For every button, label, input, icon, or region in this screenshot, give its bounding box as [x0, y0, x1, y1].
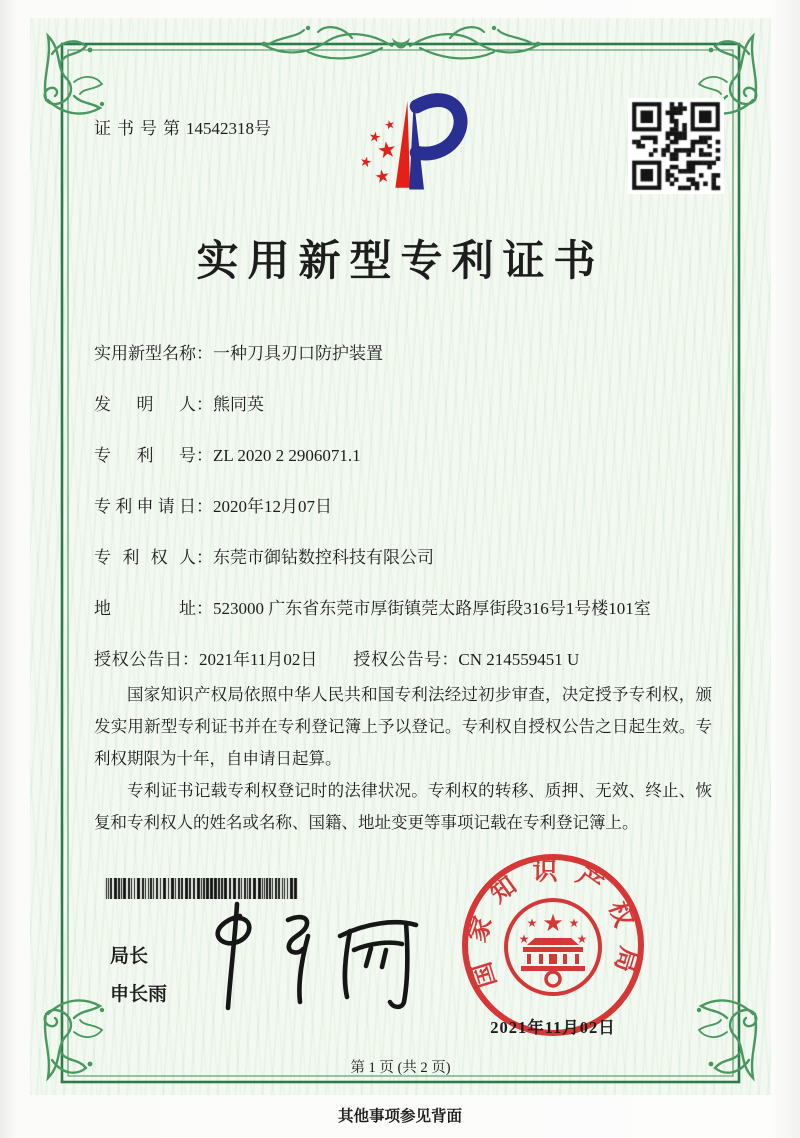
- national-emblem: [506, 900, 600, 994]
- grant-number-value: CN 214559451 U: [458, 650, 580, 669]
- seal-date: 2021年11月02日: [490, 1018, 616, 1037]
- svg-text:★: ★: [367, 128, 383, 147]
- certificate-number-prefix: 证书号第: [94, 119, 186, 138]
- svg-text:★: ★: [358, 153, 374, 172]
- certificate-number: [94, 114, 271, 139]
- certificate-paper: [30, 18, 771, 1095]
- field-address: 地址 ： 523000 广东省东莞市厚街镇莞太路厚街段316号1号楼101室: [94, 596, 710, 622]
- field-label: 专利申请日: [94, 497, 196, 516]
- svg-text:★: ★: [518, 932, 530, 946]
- signer-title: 局长: [110, 946, 149, 967]
- grant-date-label: 授权公告日: [94, 650, 182, 669]
- handwritten-signature: [188, 896, 428, 1016]
- legal-text: [94, 679, 712, 839]
- field-list: [94, 341, 710, 647]
- svg-text:★: ★: [576, 932, 588, 946]
- svg-text:★: ★: [382, 116, 397, 133]
- field-inventor: 发明人 ： 熊同英: [94, 392, 710, 418]
- field-value: ZL 2020 2 2906071.1: [213, 446, 361, 465]
- field-label: 实用新型名称: [94, 344, 196, 363]
- field-value: 一种刀具刃口防护装置: [213, 344, 383, 363]
- legal-paragraph-1: 国家知识产权局依照中华人民共和国专利法经过初步审查，决定授予专利权，颁发实用新型专利证书并在专利登记簿上予以登记。专利权自授权公告之日起生效。专利权期限为十年，自申请日起算。: [94, 685, 712, 768]
- qr-code: [628, 98, 724, 194]
- official-round-seal: [458, 850, 648, 1040]
- grant-date-value: 2021年11月02日: [199, 650, 318, 669]
- seal-ring-text: 国家知识产权局: [463, 858, 643, 991]
- field-value: 熊同英: [213, 395, 264, 414]
- signer-block: [110, 938, 167, 1014]
- field-label: 专利号: [94, 446, 196, 465]
- svg-text:★: ★: [542, 909, 564, 937]
- svg-text:★: ★: [375, 136, 399, 165]
- field-patent-number: 专利号 ： ZL 2020 2 2906071.1: [94, 443, 710, 469]
- back-note: 其他事项参见背面: [337, 1108, 462, 1125]
- field-value: 523000 广东省东莞市厚街镇莞太路厚街段316号1号楼101室: [213, 599, 651, 618]
- certificate-title: 实用新型专利证书: [196, 239, 605, 285]
- cnipa-logo-icon: [342, 88, 482, 208]
- svg-text:★: ★: [373, 166, 392, 189]
- field-value: 东莞市御钻数控科技有限公司: [213, 548, 434, 567]
- field-application-date: 专利申请日 ： 2020年12月07日: [94, 494, 710, 520]
- signer-name: 申长雨: [110, 984, 168, 1005]
- field-label: 专利权人: [94, 548, 196, 567]
- legal-paragraph-2: 专利证书记载专利权登记时的法律状况。专利权的转移、质押、无效、终止、恢复和专利权人的姓名或名称、国籍、地址变更等事项记载在专利登记簿上。: [94, 781, 712, 832]
- logo-stars: [358, 117, 399, 189]
- certificate-number-suffix: 号: [254, 119, 271, 138]
- grant-number-label: 授权公告号: [353, 650, 442, 669]
- field-patentee: 专利权人 ： 东莞市御钻数控科技有限公司: [94, 545, 710, 571]
- svg-text:★: ★: [526, 916, 538, 930]
- field-label: 发明人: [94, 395, 196, 414]
- field-utility-model-name: 实用新型名称 ： 一种刀具刃口防护装置: [94, 341, 710, 367]
- field-label: 地址: [94, 599, 196, 618]
- svg-text:★: ★: [568, 916, 580, 930]
- grant-row: 授权公告日 ： 2021年11月02日 授权公告号 ： CN 214559451 U: [94, 647, 734, 673]
- certificate-number-value: 14542318: [186, 119, 254, 138]
- field-value: 2020年12月07日: [213, 497, 332, 516]
- page-number: 第 1 页 (共 2 页): [350, 1060, 451, 1076]
